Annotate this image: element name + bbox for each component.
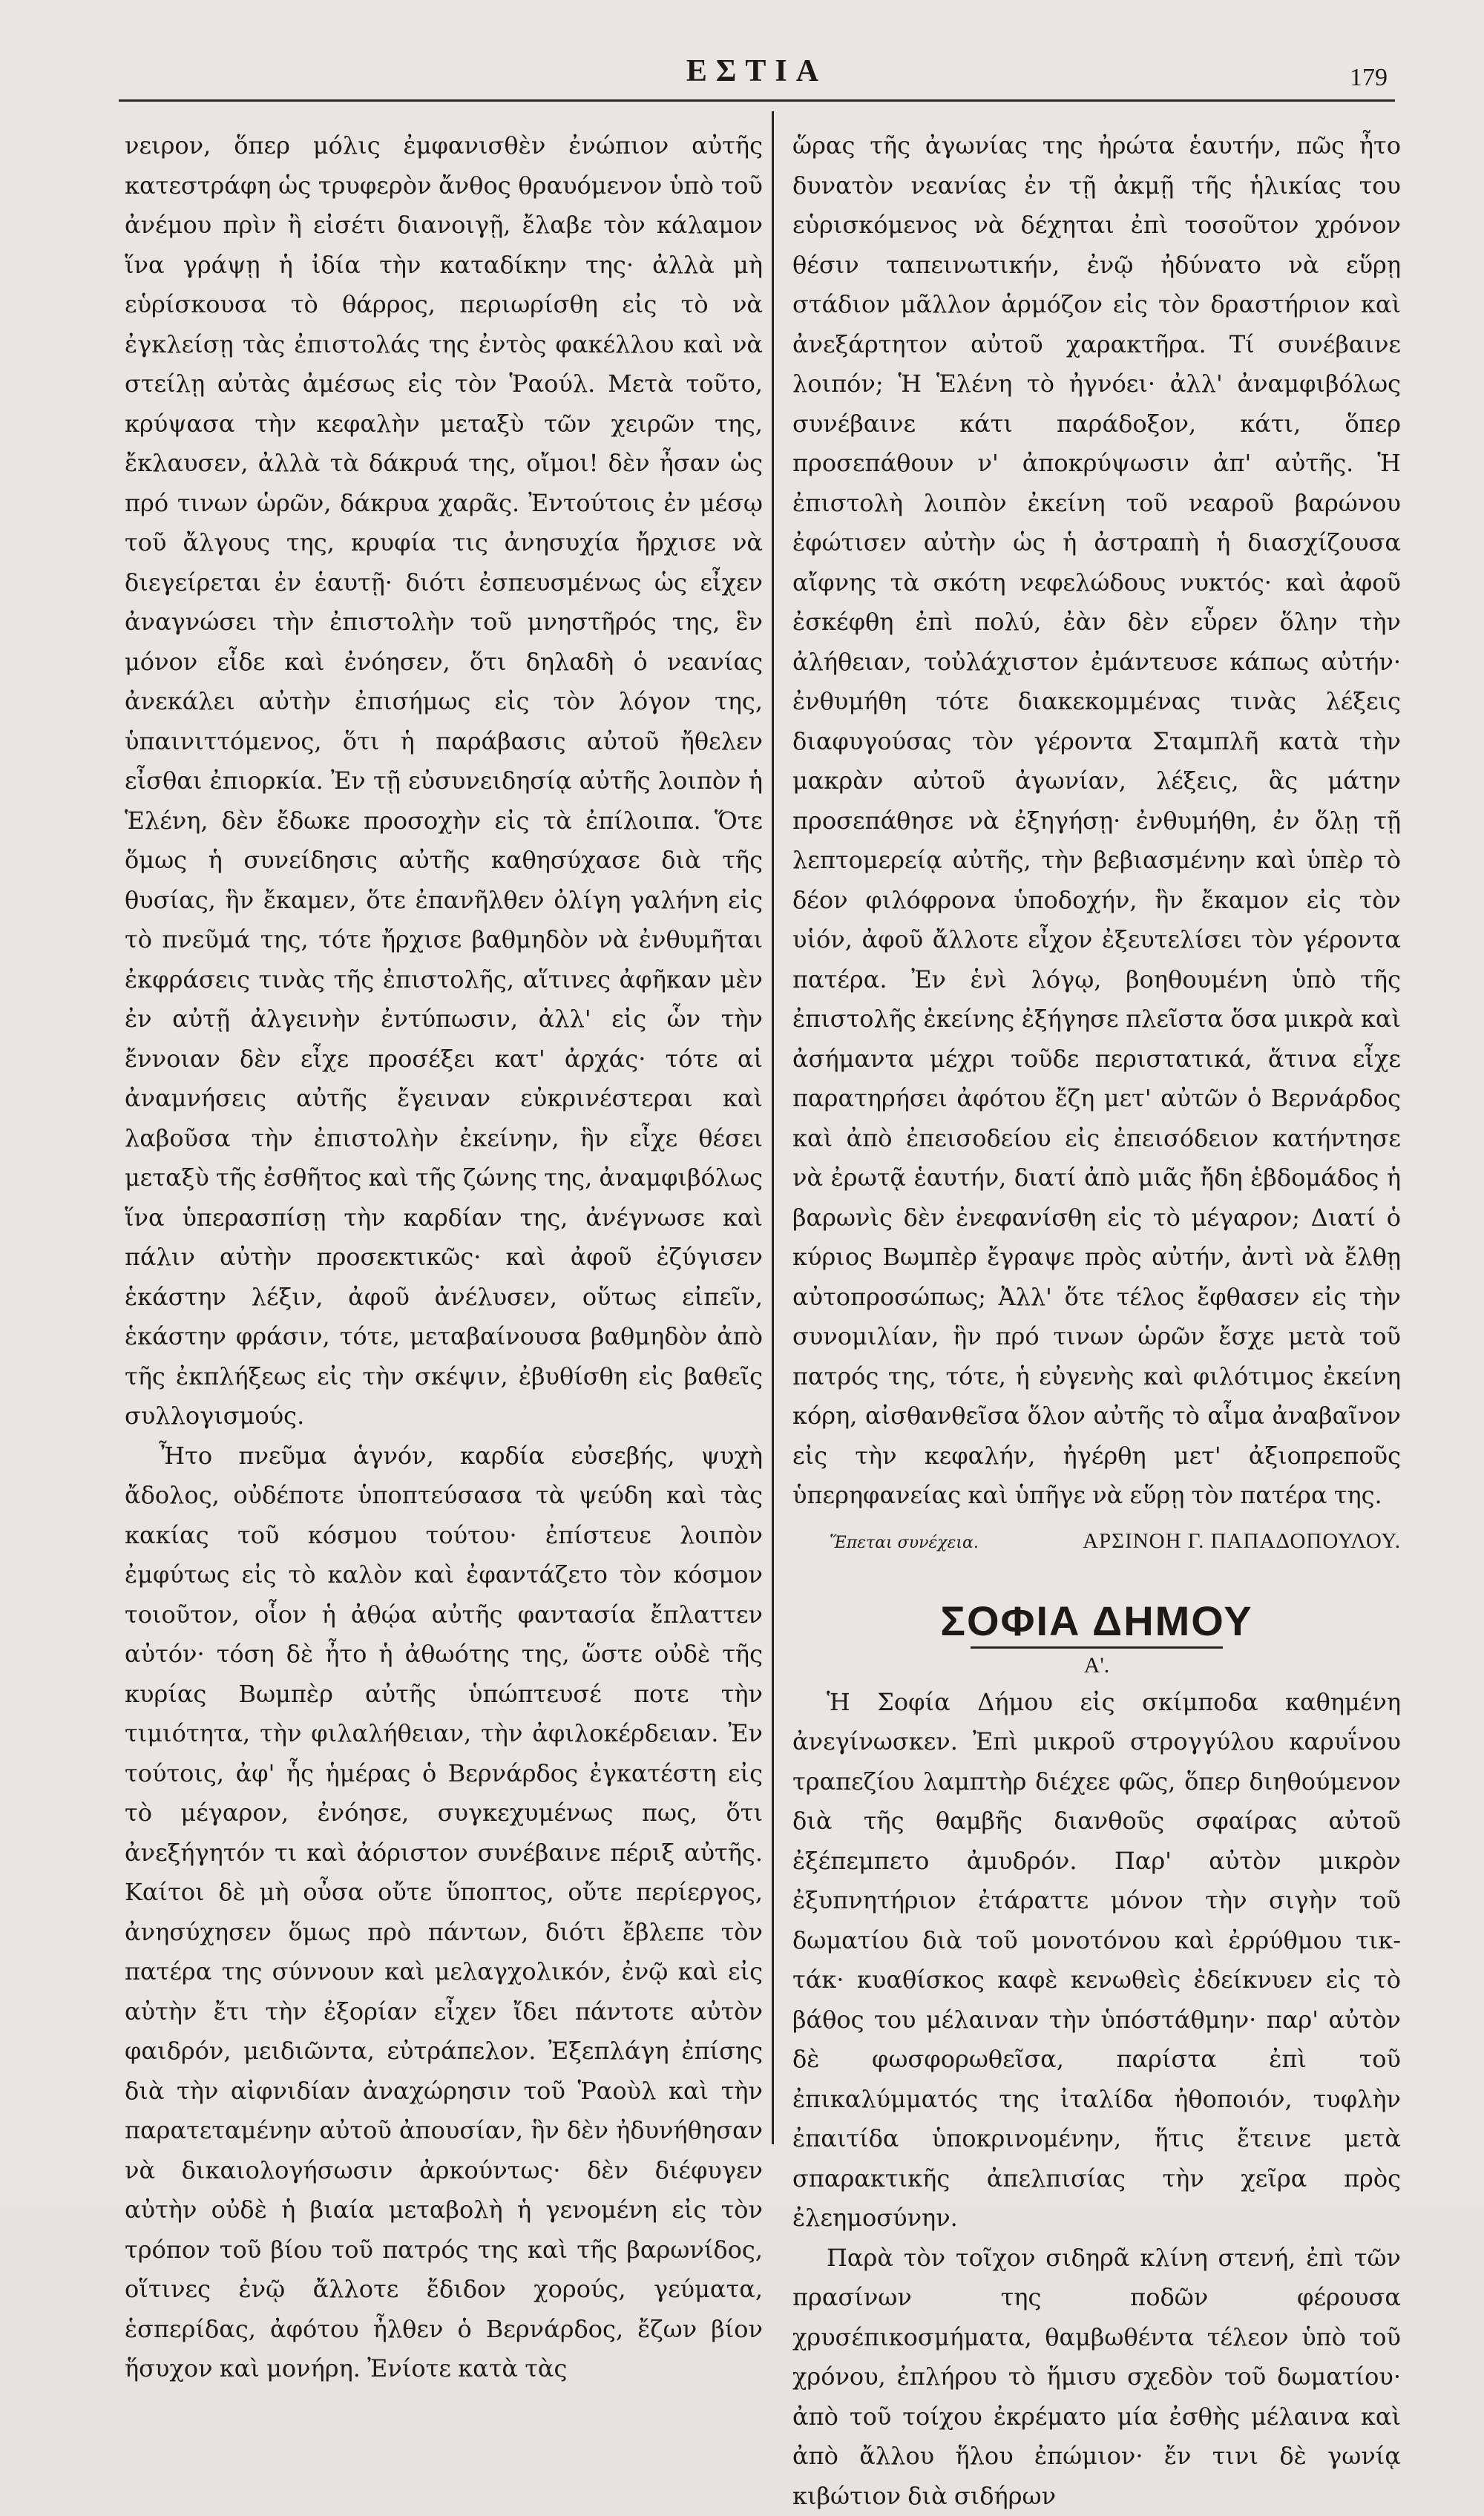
chapter-mark: Α'. [792,1649,1401,1683]
paragraph: Ἡ Σοφία Δήμου εἰς σκίμποδα καθημένη ἀνεγίνωσκεν. Ἐπὶ μικροῦ στρογγύλου καρυΐνου τραπεζίου λαμπτὴρ διέχεε φῶς, ὅπερ διηθούμενον διὰ τῆς θαμβῆς διανθοῦς σφαίρας αὐτοῦ ἐξέπεμπετο ἀμυδρόν. Παρ' αὐτὸν μικρὸν ἐξυπνητήριον ἐτάραττε μόνον τὴν σιγὴν τοῦ δωματίου διὰ τοῦ μονοτόνου καὶ ἐρρύθμου τικ-τάκ· κυαθίσκος καφὲ κενωθεὶς ἐδείκνυεν εἰς τὸ βάθος του μέλαιναν τὴν ὑπόστάθμην· παρ' αὐτὸν δὲ φωσφορωθεῖσα, παρίστα ἐπὶ τοῦ ἐπικαλύμματός της ἰταλίδα ἠθοποιόν, τυφλὴν ἐπαιτίδα ὑποκρινομένην, ἥτις ἔτεινε μετὰ σπαρακτικῆς ἀπελπισίας τὴν χεῖρα πρὸς ἐλεημοσύνην. [792,1683,1401,2239]
page-number: 179 [1350,64,1388,92]
signature-line [792,1529,1401,1566]
left-column [125,126,763,2389]
running-title: ΕΣΤΙΑ [119,53,1395,89]
page-header [119,53,1395,98]
right-column [792,126,1401,2516]
paragraph: ὥρας τῆς ἀγωνίας της ἠρώτα ἑαυτήν, πῶς ἦτο δυνατὸν νεανίας ἐν τῇ ἀκμῇ τῆς ἡλικίας του εὑρισκόμενος νὰ δέχηται ἐπὶ τοσοῦτον χρόνον θέσιν ταπεινωτικήν, ἐνῷ ἠδύνατο νὰ εὕρῃ στάδιον μᾶλλον ἁρμόζον εἰς τὸν δραστήριον καὶ ἀνεξάρτητον αὐτοῦ χαρακτῆρα. Τί συνέβαινε λοιπόν; Ἡ Ἑλένη τὸ ἠγνόει· ἀλλ' ἀναμφιβόλως συνέβαινε κάτι παράδοξον, κάτι, ὅπερ προσεπάθουν ν' ἀποκρύψωσιν ἀπ' αὐτῆς. Ἡ ἐπιστολὴ λοιπὸν ἐκείνη τοῦ νεαροῦ βαρώνου ἐφώτισεν αὐτὴν ὡς ἡ ἀστραπὴ ἡ διασχίζουσα αἴφνης τὰ σκότη νεφελώδους νυκτός· καὶ ἀφοῦ ἐσκέφθη ἐπὶ πολύ, ἐὰν δὲν εὗρεν ὅλην τὴν ἀλήθειαν, τοὐλάχιστον ἐμάντευσε κάπως αὐτήν· ἐνθυμήθη τότε διακεκομμένας τινὰς λέξεις διαφυγούσας τὸν γέροντα Σταμπλῆ κατὰ τὴν μακρὰν αὐτοῦ ἀγωνίαν, λέξεις, ἃς μάτην προσεπάθησε νὰ ἐξηγήσῃ· ἐνθυμήθη, ἐν ὅλῃ τῇ λεπτομερείᾳ αὐτῆς, τὴν βεβιασμένην καὶ ὑπὲρ τὸ δέον φιλόφρονα ὑποδοχήν, ἣν ἔκαμον εἰς τὸν υἱόν, ἀφοῦ ἄλλοτε εἶχον ἐξευτελίσει τὸν γέροντα πατέρα. Ἐν ἑνὶ λόγῳ, βοηθουμένη ὑπὸ τῆς ἐπιστολῆς ἐκείνης ἐξήγησε πλεῖστα ὅσα μικρὰ καὶ ἀσήμαντα μέχρι τοῦδε περιστατικά, ἅτινα εἶχε παρατηρήσει ἀφότου ἔζη μετ' αὐτῶν ὁ Βερνάρδος καὶ ἀπὸ ἐπεισοδείου εἰς ἐπεισόδειον κατήντησε νὰ ἐρωτᾷ ἑαυτήν, διατί ἀπὸ μιᾶς ἤδη ἑβδομάδος ἡ βαρωνὶς δὲν ἐνεφανίσθη εἰς τὸ μέγαρον; Διατί ὁ κύριος Βωμπὲρ ἔγραψε πρὸς αὐτήν, ἀντὶ νὰ ἔλθῃ αὐτοπροσώπως; Ἀλλ' ὅτε τέλος ἔφθασεν εἰς τὴν συνομιλίαν, ἣν πρό τινων ὡρῶν ἔσχε μετὰ τοῦ πατρός της, τότε, ἡ εὐγενὴς καὶ φιλότιμος ἐκείνη κόρη, αἰσθανθεῖσα ὅλον αὐτῆς τὸ αἷμα ἀναβαῖνον εἰς τὴν κεφαλήν, ἠγέρθη μετ' ἀξιοπρεποῦς ὑπερηφανείας καὶ ὑπῆγε νὰ εὕρῃ τὸν πατέρα της. [792,126,1401,1516]
column-rule [772,111,774,2144]
continues-note: Ἕπεται συνέχεια. [792,1534,979,1552]
paragraph: Παρὰ τὸν τοῖχον σιδηρᾶ κλίνη στενή, ἐπὶ τῶν πρασίνων της ποδῶν φέρουσα χρυσέπικοσμήματα, θαμβωθέντα τέλεον ὑπὸ τοῦ χρόνου, ἐπλήρου τὸ ἥμισυ σχεδὸν τοῦ δωματίου· ἀπὸ τοῦ τοίχου ἐκρέματο μία ἐσθὴς μέλαινα καὶ ἀπὸ ἄλλου ἥλου ἐπώμιον· ἔν τινι δὲ γωνίᾳ κιβώτιον διὰ σιδήρων [792,2239,1401,2516]
paragraph: Ἦτο πνεῦμα ἁγνόν, καρδία εὐσεβής, ψυχὴ ἄδολος, οὐδέποτε ὑποπτεύσασα τὰ ψεύδη καὶ τὰς κακίας τοῦ κόσμου τούτου· ἐπίστευε λοιπὸν ἐμφύτως εἰς τὸ καλὸν καὶ ἐφαντάζετο τὸν κόσμον τοιοῦτον, οἷον ἡ ἀθῴα αὐτῆς φαντασία ἔπλαττεν αὐτόν· τόση δὲ ἦτο ἡ ἀθωότης της, ὥστε οὐδὲ τῆς κυρίας Βωμπὲρ αὐτῆς ὑπώπτευσέ ποτε τὴν τιμιότητα, τὴν φιλαλήθειαν, τὴν ἀφιλοκέρδειαν. Ἐν τούτοις, ἀφ' ἧς ἡμέρας ὁ Βερνάρδος ἐγκατέστη εἰς τὸ μέγαρον, ἐνόησε, συγκεχυμένως πως, ὅτι ἀνεξήγητόν τι καὶ ἀόριστον συνέβαινε πέριξ αὐτῆς. Καίτοι δὲ μὴ οὖσα οὔτε ὕποπτος, οὔτε περίεργος, ἀνησύχησεν ὅμως πρὸ πάντων, διότι ἔβλεπε τὸν πατέρα της σύννουν καὶ μελαγχολικόν, ἐνῷ καὶ εἰς αὐτὴν ἔτι τὴν ἐξορίαν εἶχεν ἴδει πάντοτε αὐτὸν φαιδρόν, μειδιῶντα, εὐτράπελον. Ἐξεπλάγη ἐπίσης διὰ τὴν αἰφνιδίαν ἀναχώρησιν τοῦ Ῥαοὺλ καὶ τὴν παρατεταμένην αὐτοῦ ἀπουσίαν, ἣν δὲν ἠδυνήθησαν νὰ δικαιολογήσωσιν ἀρκούντως· δὲν διέφυγεν αὐτὴν οὐδὲ ἡ βιαία μεταβολὴ ἡ γενομένη εἰς τὸν τρόπον τοῦ βίου τοῦ πατρός της καὶ τῆς βαρωνίδος, οἵτινες ἐνῷ ἄλλοτε ἔδιδον χορούς, γεύματα, ἑσπερίδας, ἀφότου ἦλθεν ὁ Βερνάρδος, ἔζων βίον ἥσυχον καὶ μονήρη. Ἐνίοτε κατὰ τὰς [125,1436,763,2389]
author-signature: ΑΡΣΙΝΟΗ Γ. ΠΑΠΑΔΟΠΟΥΛΟΥ. [1083,1529,1401,1554]
paragraph: νειρον, ὅπερ μόλις ἐμφανισθὲν ἐνώπιον αὐτῆς κατεστράφη ὡς τρυφερὸν ἄνθος θραυόμενον ὑπὸ τοῦ ἀνέμου πρὶν ἢ εἰσέτι διανοιγῇ, ἔλαβε τὸν κάλαμον ἵνα γράψῃ ἡ ἰδία τὴν καταδίκην της· ἀλλὰ μὴ εὑρίσκουσα τὸ θάρρος, περιωρίσθη εἰς τὸ νὰ ἐγκλείσῃ τὰς ἐπιστολάς της ἐντὸς φακέλλου καὶ νὰ στείλῃ αὐτὰς ἀμέσως εἰς τὸν Ῥαούλ. Μετὰ τοῦτο, κρύψασα τὴν κεφαλὴν μεταξὺ τῶν χειρῶν της, ἔκλαυσεν, ἀλλὰ τὰ δάκρυά της, οἴμοι! δὲν ἦσαν ὡς πρό τινων ὡρῶν, δάκρυα χαρᾶς. Ἐντούτοις ἐν μέσῳ τοῦ ἄλγους της, κρυφία τις ἀνησυχία ἤρχισε νὰ διεγείρεται ἐν ἑαυτῇ· διότι ἐσπευσμένως ὡς εἶχεν ἀναγνώσει τὴν ἐπιστολὴν τοῦ μνηστῆρός της, ἓν μόνον εἶδε καὶ ἐνόησεν, ὅτι δηλαδὴ ὁ νεανίας ἀνεκάλει αὐτὴν ἐπισήμως εἰς τὸν λόγον της, ὑπαινιττόμενος, ὅτι ἡ παράβασις αὐτοῦ ἤθελεν εἶσθαι ἐπιορκία. Ἐν τῇ εὐσυνειδησίᾳ αὐτῆς λοιπὸν ἡ Ἑλένη, δὲν ἔδωκε προσοχὴν εἰς τὰ ἐπίλοιπα. Ὅτε ὅμως ἡ συνείδησις αὐτῆς καθησύχασε διὰ τῆς θυσίας, ἣν ἔκαμεν, ὅτε ἐπανῆλθεν ὀλίγη γαλήνη εἰς τὸ πνεῦμά της, τότε ἤρχισε βαθμηδὸν νὰ ἐνθυμῆται ἐκφράσεις τινὰς τῆς ἐπιστολῆς, αἵτινες ἀφῆκαν μὲν ἐν αὐτῇ ἀλγεινὴν ἐντύπωσιν, ἀλλ' εἰς ὧν τὴν ἔννοιαν δὲν εἶχε προσέξει κατ' ἀρχάς· τότε αἱ ἀναμνήσεις αὐτῆς ἔγειναν εὐκρινέστεραι καὶ λαβοῦσα τὴν ἐπιστολὴν ἐκείνην, ἣν εἶχε θέσει μεταξὺ τῆς ἐσθῆτος καὶ τῆς ζώνης της, ἀναμφιβόλως ἵνα ὑπερασπίσῃ τὴν καρδίαν της, ἀνέγνωσε καὶ πάλιν αὐτὴν προσεκτικῶς· καὶ ἀφοῦ ἐζύγισεν ἑκάστην λέξιν, ἀφοῦ ἀνέλυσεν, οὕτως εἰπεῖν, ἑκάστην φράσιν, τότε, μεταβαίνουσα βαθμηδὸν ἀπὸ τῆς ἐκπλήξεως εἰς τὴν σκέψιν, ἐβυθίσθη εἰς βαθεῖς συλλογισμούς. [125,126,763,1436]
story-title: ΣΟΦΙΑ ΔΗΜΟΥ [792,1599,1401,1643]
header-rule [119,99,1395,102]
